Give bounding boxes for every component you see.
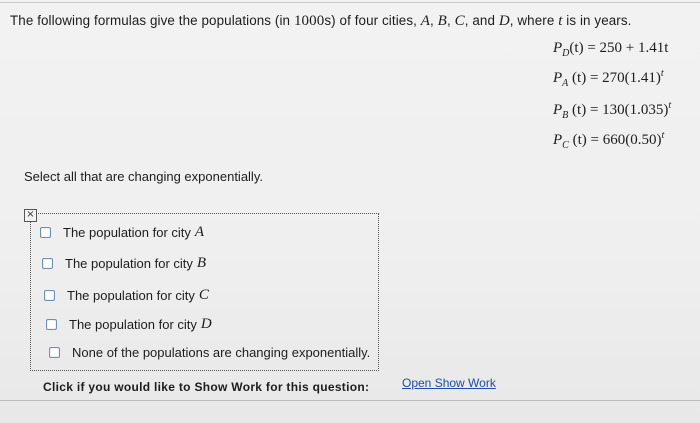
formula-a: $P_A$ $(t) = 270(1.41)^t$ xyxy=(553,68,664,89)
clear-selection-icon[interactable]: × xyxy=(24,209,37,222)
formula-c: $P_C$ $(t) = 660(0.50)^t$ xyxy=(553,130,665,151)
option-city-a[interactable]: The population for city A xyxy=(40,224,204,241)
option-city-d[interactable]: The population for city D xyxy=(46,316,212,333)
formula-d: $P_D(t) = 250 + 1.41t$ xyxy=(553,40,669,59)
option-city-c[interactable]: The population for city C xyxy=(44,287,209,304)
checkbox-icon[interactable] xyxy=(49,347,60,358)
checkbox-icon[interactable] xyxy=(40,227,51,238)
instruction-text: Select all that are changing exponentially. xyxy=(24,169,263,184)
checkbox-icon[interactable] xyxy=(46,319,57,330)
option-label: The population for city xyxy=(67,288,195,303)
question-text: The following formulas give the populations (in 1000s) of four cities, A, B, C, and D, where t is in years. xyxy=(10,13,632,29)
show-work-prompt: Click if you would like to Show Work for this question: xyxy=(43,380,370,394)
formula-b: $P_B$ $(t) = 130(1.035)^t$ xyxy=(553,100,672,121)
checkbox-icon[interactable] xyxy=(44,290,55,301)
top-divider xyxy=(0,2,700,3)
option-label: The population for city xyxy=(65,256,193,271)
option-none[interactable] xyxy=(49,345,370,360)
bottom-divider xyxy=(0,400,700,401)
option-label: None of the populations are changing exponentially. xyxy=(72,345,371,360)
open-show-work-link[interactable]: Open Show Work xyxy=(402,376,496,390)
option-label: The population for city xyxy=(63,225,191,240)
option-label: The population for city xyxy=(69,317,197,332)
option-city-b[interactable]: The population for city B xyxy=(42,255,206,272)
checkbox-icon[interactable] xyxy=(42,258,53,269)
